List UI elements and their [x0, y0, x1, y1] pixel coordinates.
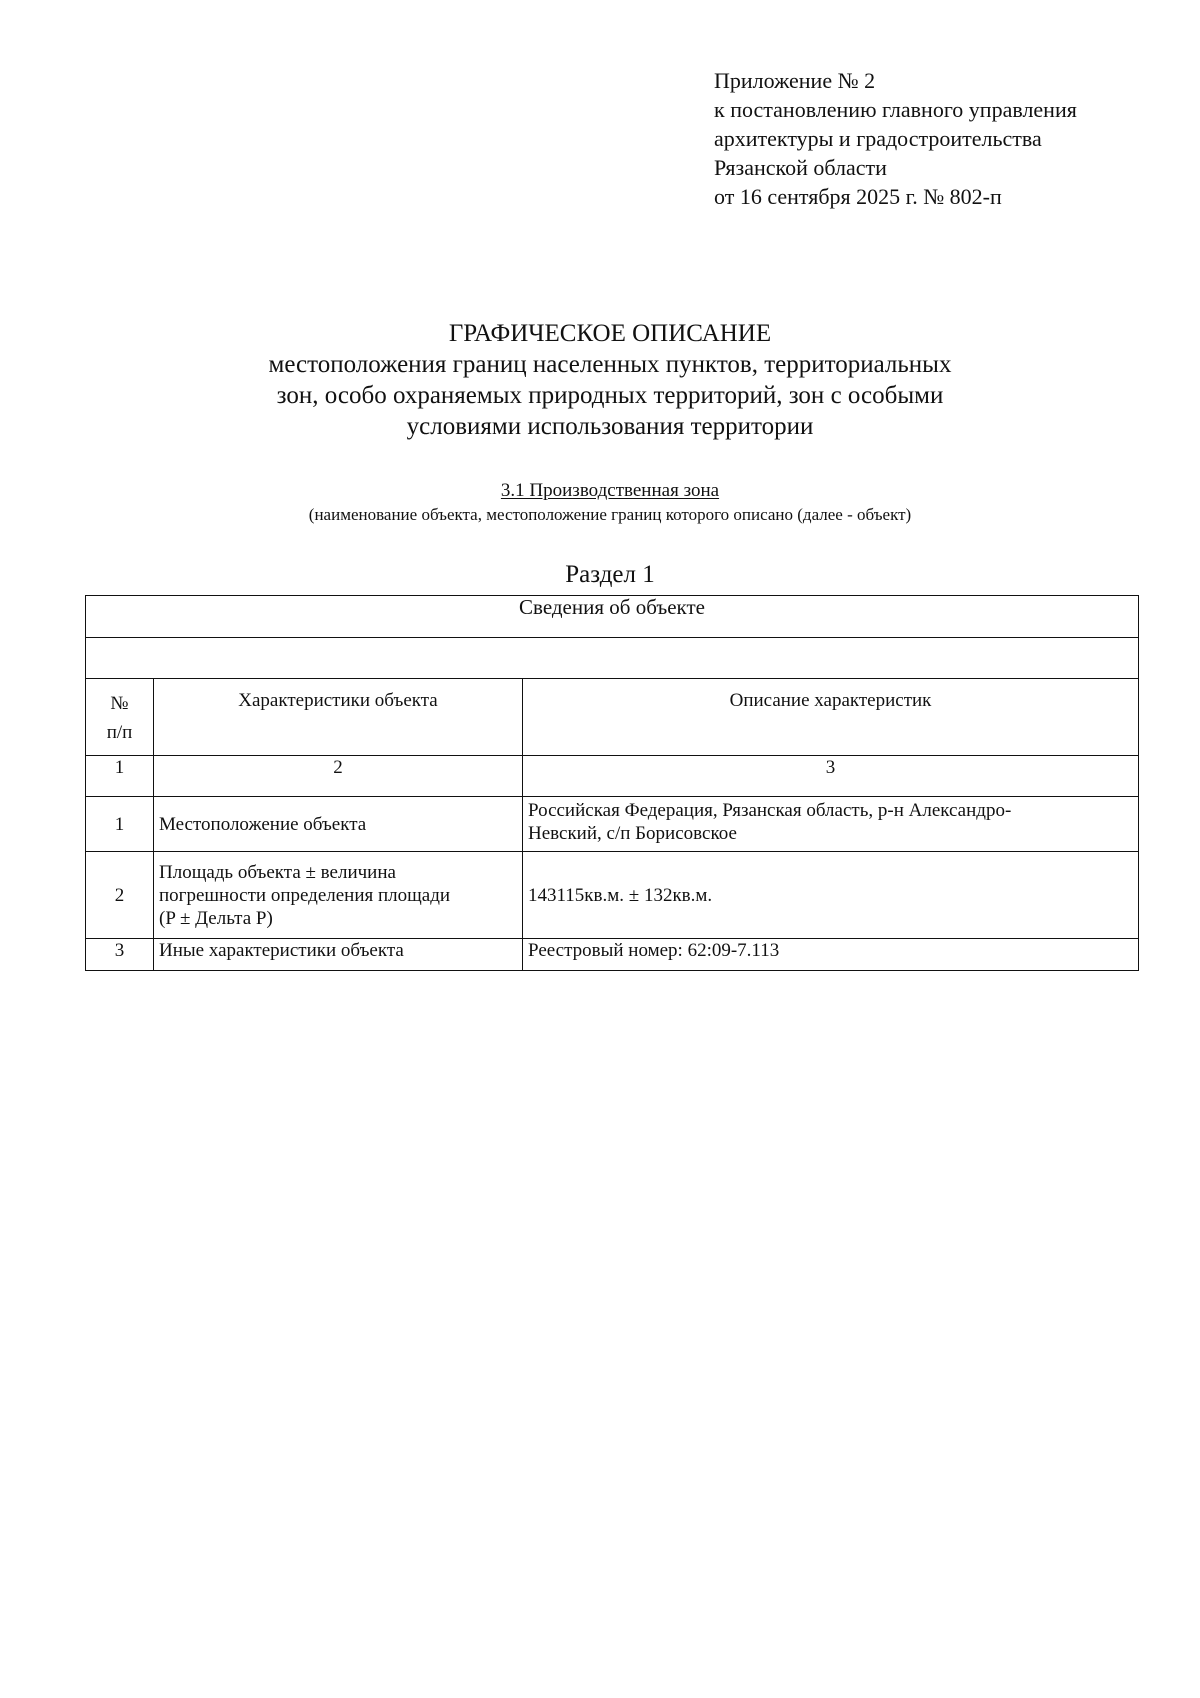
- table-index-row: [86, 756, 1139, 797]
- characteristic-line: погрешности определения площади: [159, 884, 451, 906]
- row-description: [523, 852, 1139, 939]
- characteristic-line: Иные характеристики объекта: [159, 940, 404, 961]
- document-title: [0, 318, 1200, 442]
- column-header-description: Описание характеристик: [523, 679, 1139, 756]
- table-empty-cell: [86, 638, 1139, 679]
- table-row: [86, 852, 1139, 939]
- appendix-line: к постановлению главного управления: [714, 97, 1077, 122]
- row-number: 3: [86, 939, 154, 971]
- row-characteristic: [154, 797, 523, 852]
- object-name: [0, 480, 1200, 502]
- title-sub-line: условиями использования территории: [406, 413, 814, 440]
- description-line: Реестровый номер: 62:09-7.113: [528, 940, 780, 961]
- characteristic-line: (P ± Дельта P): [159, 907, 273, 929]
- title-sub-line: зон, особо охраняемых природных территорий, зон с особыми: [276, 382, 944, 409]
- table-column-headers: [86, 679, 1139, 756]
- index-cell: 2: [154, 756, 523, 797]
- characteristic-line: Местоположение объекта: [159, 813, 367, 835]
- characteristic-line: Площадь объекта ± величина: [159, 861, 396, 883]
- column-header-characteristics: Характеристики объекта: [154, 679, 523, 756]
- appendix-line: Рязанской области: [714, 155, 887, 180]
- row-number: 2: [86, 852, 154, 939]
- row-characteristic: [154, 939, 523, 971]
- table-row: [86, 939, 1139, 971]
- table-header-row: [86, 596, 1139, 638]
- appendix-line: Приложение № 2: [714, 68, 876, 93]
- row-characteristic: [154, 852, 523, 939]
- column-header-num-line: №: [110, 693, 129, 714]
- row-description: [523, 939, 1139, 971]
- description-line: Российская Федерация, Рязанская область, р-н Александро-: [528, 800, 1012, 821]
- appendix-line: архитектуры и градостроительства: [714, 126, 1042, 151]
- description-line: Невский, с/п Борисовское: [528, 823, 737, 844]
- column-header-num: [86, 679, 154, 756]
- title-sub-line: местоположения границ населенных пунктов, территориальных: [268, 351, 952, 378]
- table-header: Сведения об объекте: [86, 596, 1139, 638]
- object-info-table: [85, 595, 1139, 971]
- title-main: ГРАФИЧЕСКОЕ ОПИСАНИЕ: [448, 320, 772, 347]
- appendix-line: от 16 сентября 2025 г. № 802-п: [714, 184, 1002, 209]
- row-number: 1: [86, 797, 154, 852]
- description-line: 143115кв.м. ± 132кв.м.: [528, 884, 713, 906]
- appendix-block: [714, 66, 1077, 211]
- row-description: [523, 797, 1139, 852]
- table-row: [86, 797, 1139, 852]
- index-cell: 1: [86, 756, 154, 797]
- column-header-num-line: п/п: [106, 722, 133, 743]
- object-caption: (наименование объекта, местоположение границ которого описано (далее - объект): [308, 505, 912, 524]
- table-empty-row: [86, 638, 1139, 679]
- object-name-text: 3.1 Производственная зона: [500, 480, 720, 501]
- section-title: Раздел 1: [565, 561, 655, 588]
- index-cell: 3: [523, 756, 1139, 797]
